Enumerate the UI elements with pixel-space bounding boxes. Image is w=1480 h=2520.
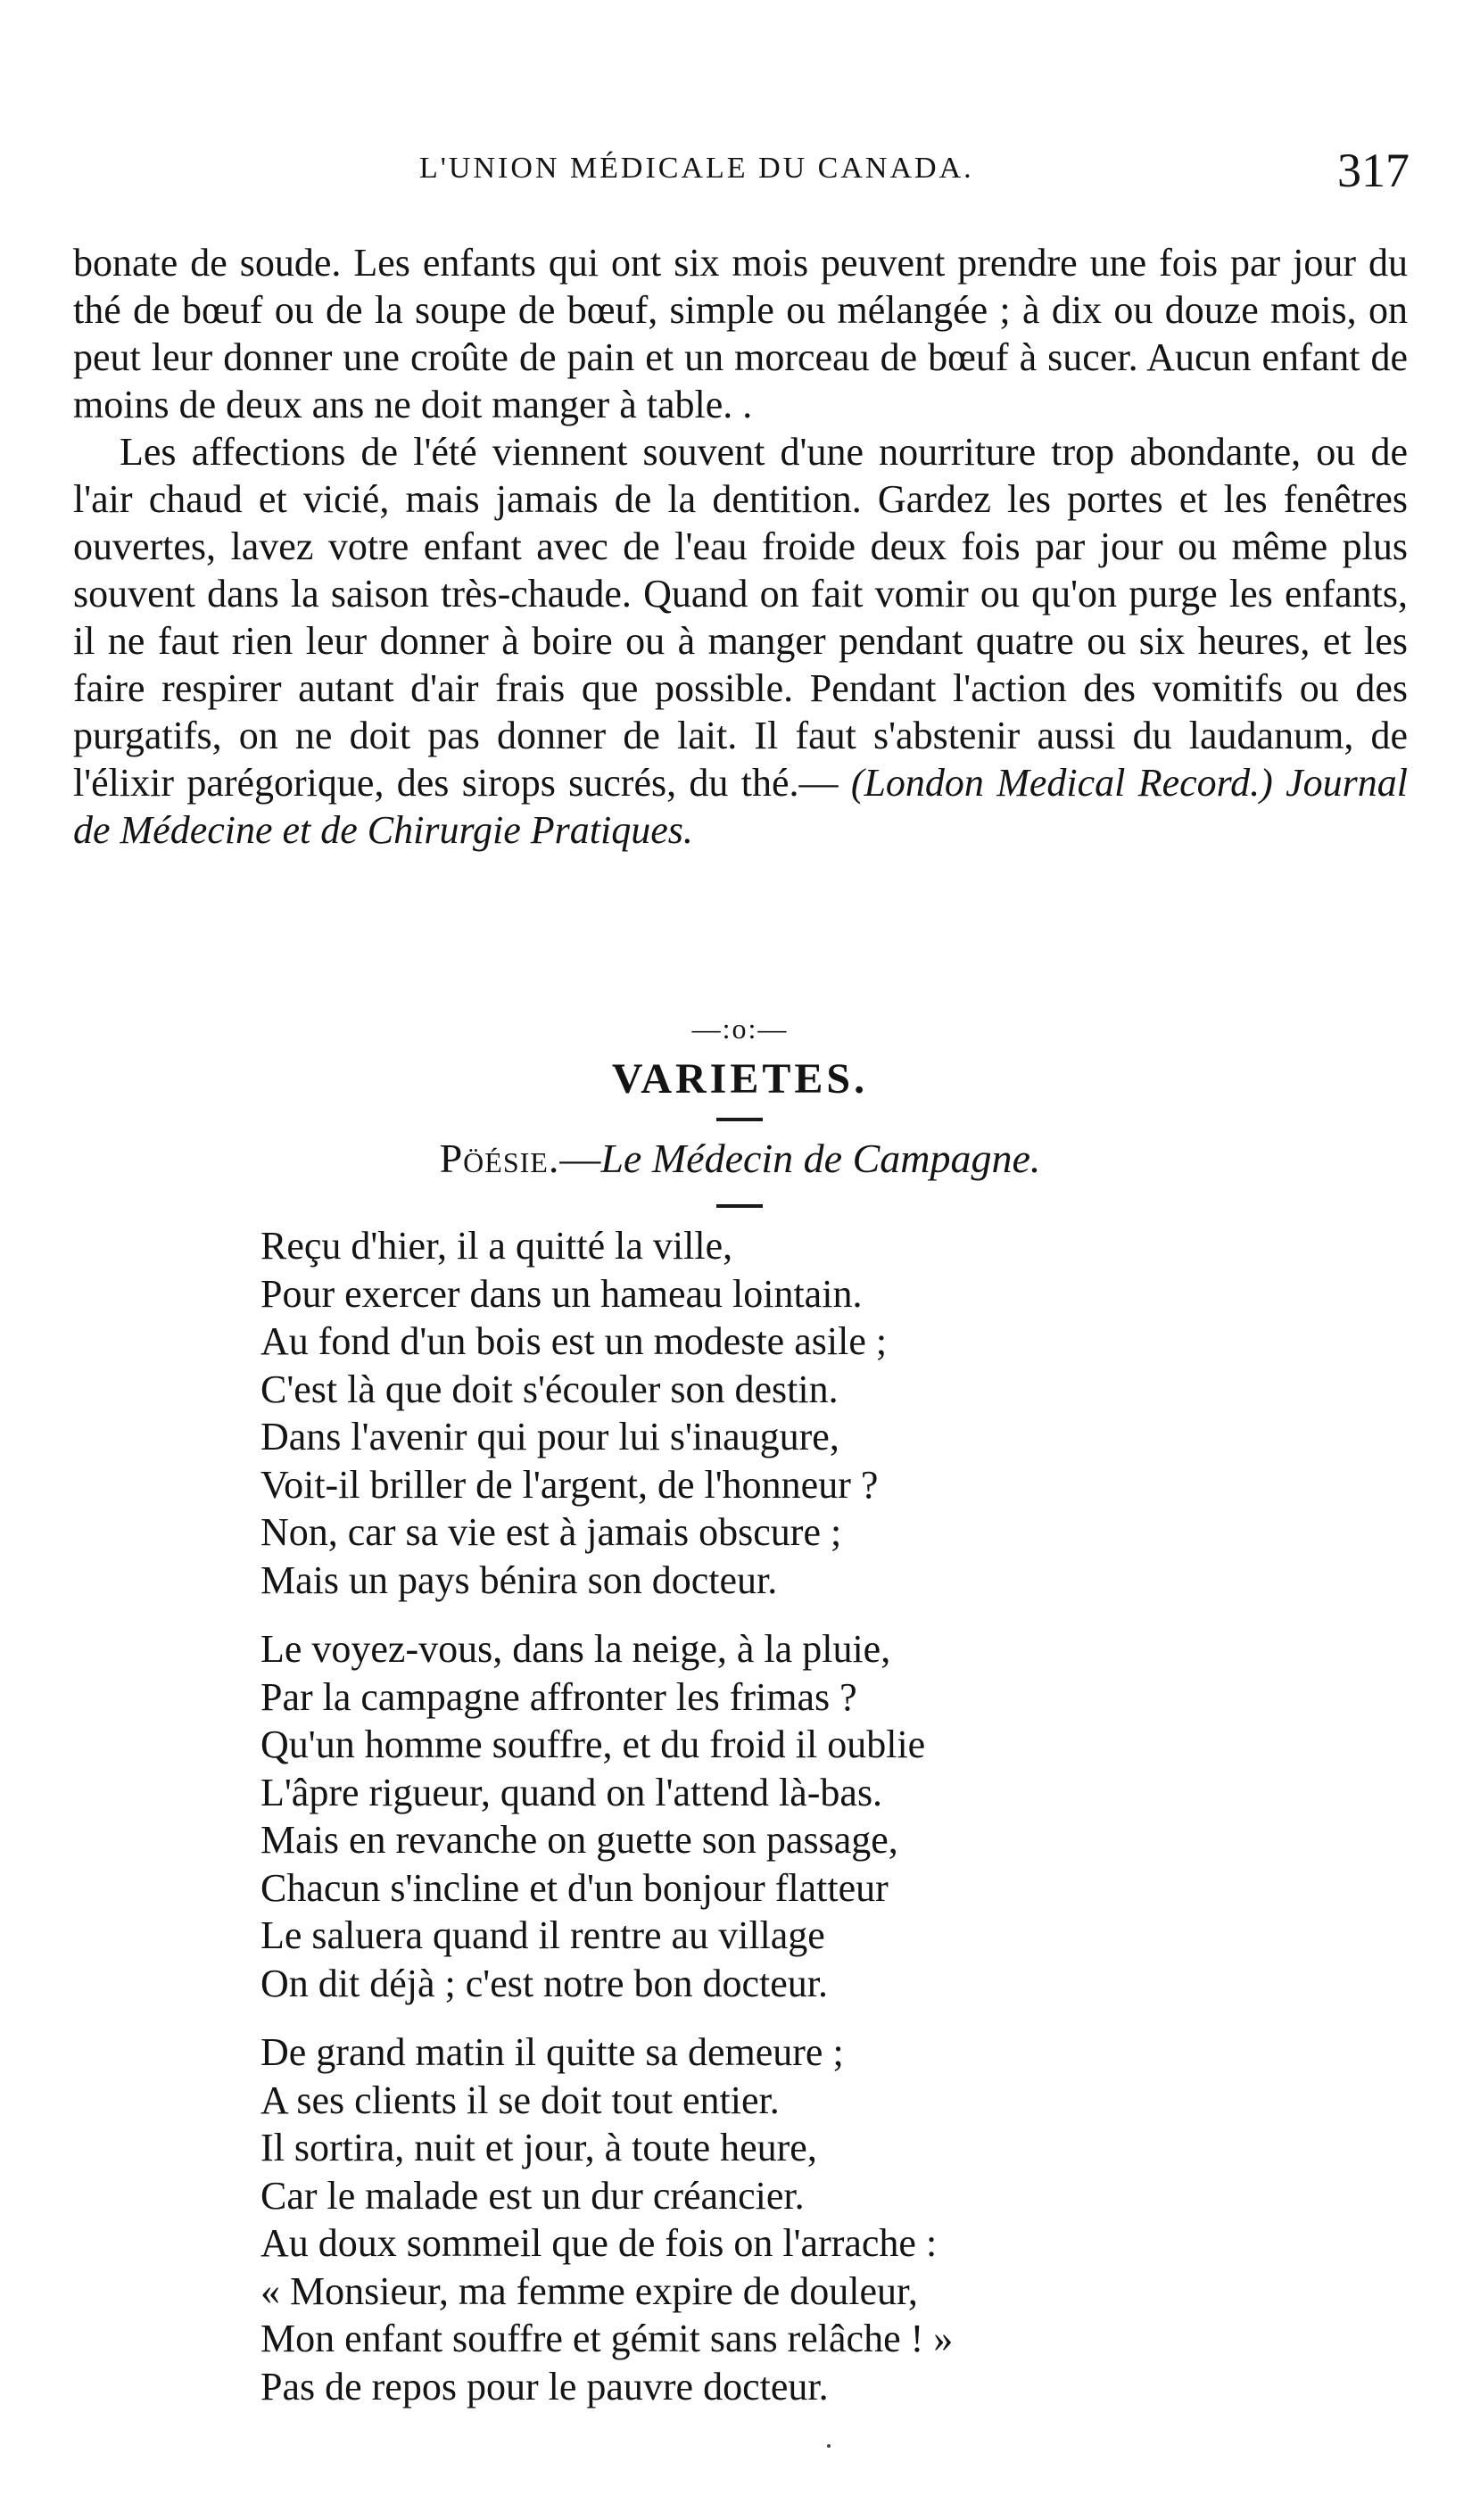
paragraph-2 <box>73 428 1408 854</box>
stanza-1 <box>260 1222 1260 1604</box>
poem-dash: — <box>559 1136 601 1181</box>
poem-heading <box>0 1135 1480 1182</box>
print-speck <box>827 2444 831 2448</box>
verse-line: Pour exercer dans un hameau lointain. <box>260 1271 863 1316</box>
verse-line: L'âpre rigueur, quand on l'attend là-bas. <box>260 1770 883 1814</box>
section-separator: —:o:— <box>691 1012 789 1045</box>
poem-body <box>260 1222 1260 2432</box>
verse-line: A ses clients il se doit tout entier. <box>260 2078 780 2122</box>
running-header <box>71 143 1410 196</box>
verse-line: Au doux sommeil que de fois on l'arrache : <box>260 2221 938 2265</box>
verse-line: Reçu d'hier, il a quitté la ville, <box>260 1224 733 1268</box>
verse-line: Voit-il briller de l'argent, de l'honneur ? <box>260 1462 879 1507</box>
verse-line: Pas de repos pour le pauvre docteur. <box>260 2364 829 2408</box>
verse-line: Mais en revanche on guette son passage, <box>260 1818 898 1862</box>
verse-line: Car le malade est un dur créancier. <box>260 2173 805 2218</box>
title-rule-bottom <box>716 1204 763 1208</box>
verse-line: De grand matin il quitte sa demeure ; <box>260 2030 844 2074</box>
verse-line: C'est là que doit s'écouler son destin. <box>260 1367 839 1411</box>
section-title: VARIETES. <box>611 1055 869 1103</box>
verse-line: Mon enfant souffre et gémit sans relâche ! » <box>260 2317 954 2360</box>
running-title: L'UNION MÉDICALE DU CANADA. <box>419 152 974 185</box>
verse-line: Au fond d'un bois est un modeste asile ; <box>260 1319 888 1363</box>
verse-line: Le voyez-vous, dans la neige, à la pluie, <box>260 1627 891 1671</box>
title-rule-top <box>716 1118 763 1121</box>
verse-line: Non, car sa vie est à jamais obscure ; <box>260 1510 842 1554</box>
verse-line: « Monsieur, ma femme expire de douleur, <box>260 2268 918 2313</box>
source-citation: (London Medical Record.) Journal de Médecine et de Chirurgie Pratiques. <box>73 761 1408 852</box>
poem-subtitle: Le Médecin de Campagne. <box>600 1136 1041 1181</box>
verse-line: Il sortira, nuit et jour, à toute heure, <box>260 2126 817 2169</box>
verse-line: Mais un pays bénira son docteur. <box>260 1557 778 1602</box>
article-body <box>73 239 1408 854</box>
verse-line: Le saluera quand il rentre au village <box>260 1913 825 1957</box>
paragraph-1: bonate de soude. Les enfants qui ont six mois peuvent prendre une fois par jour du thé de bœuf ou de la soupe de bœuf, simple ou mélangée ; à dix ou douze mois, on peut leur donner une croûte de pain et un morceau de bœuf à sucer. Aucun enfant de moins de deux ans ne doit manger à table. . <box>73 241 1408 426</box>
verse-line: Chacun s'incline et d'un bonjour flatteur <box>260 1865 889 1910</box>
poem-label: Pöésie. <box>439 1136 560 1181</box>
paragraph-2-text: Les affections de l'été viennent souvent d'une nourriture trop abondante, ou de l'air chaud et vicié, mais jamais de la dentition. Gardez les portes et les fenêtres ouvertes, lavez votre enfant avec de l'eau froide deux fois par jour ou même plus souvent dans la saison très-chaude. Quand on fait vomir ou qu'on purge les enfants, il ne faut rien leur donner à boire ou à manger pendant quatre ou six heures, et les faire respirer autant d'air frais que possible. Pendant l'action des vomitifs ou des purgatifs, on ne doit pas donner de lait. Il faut s'abstenir aussi du laudanum, de l'élixir parégorique, des sirops sucrés, du thé.— <box>73 430 1408 805</box>
verse-line: Qu'un homme souffre, et du froid il oublie <box>260 1723 926 1766</box>
page-number: 317 <box>1337 144 1410 197</box>
verse-line: On dit déjà ; c'est notre bon docteur. <box>260 1961 828 2005</box>
verse-line: Dans l'avenir qui pour lui s'inaugure, <box>260 1415 839 1458</box>
stanza-3 <box>260 2028 1260 2410</box>
verse-line: Par la campagne affronter les frimas ? <box>260 1674 857 1719</box>
stanza-2 <box>260 1625 1260 2007</box>
